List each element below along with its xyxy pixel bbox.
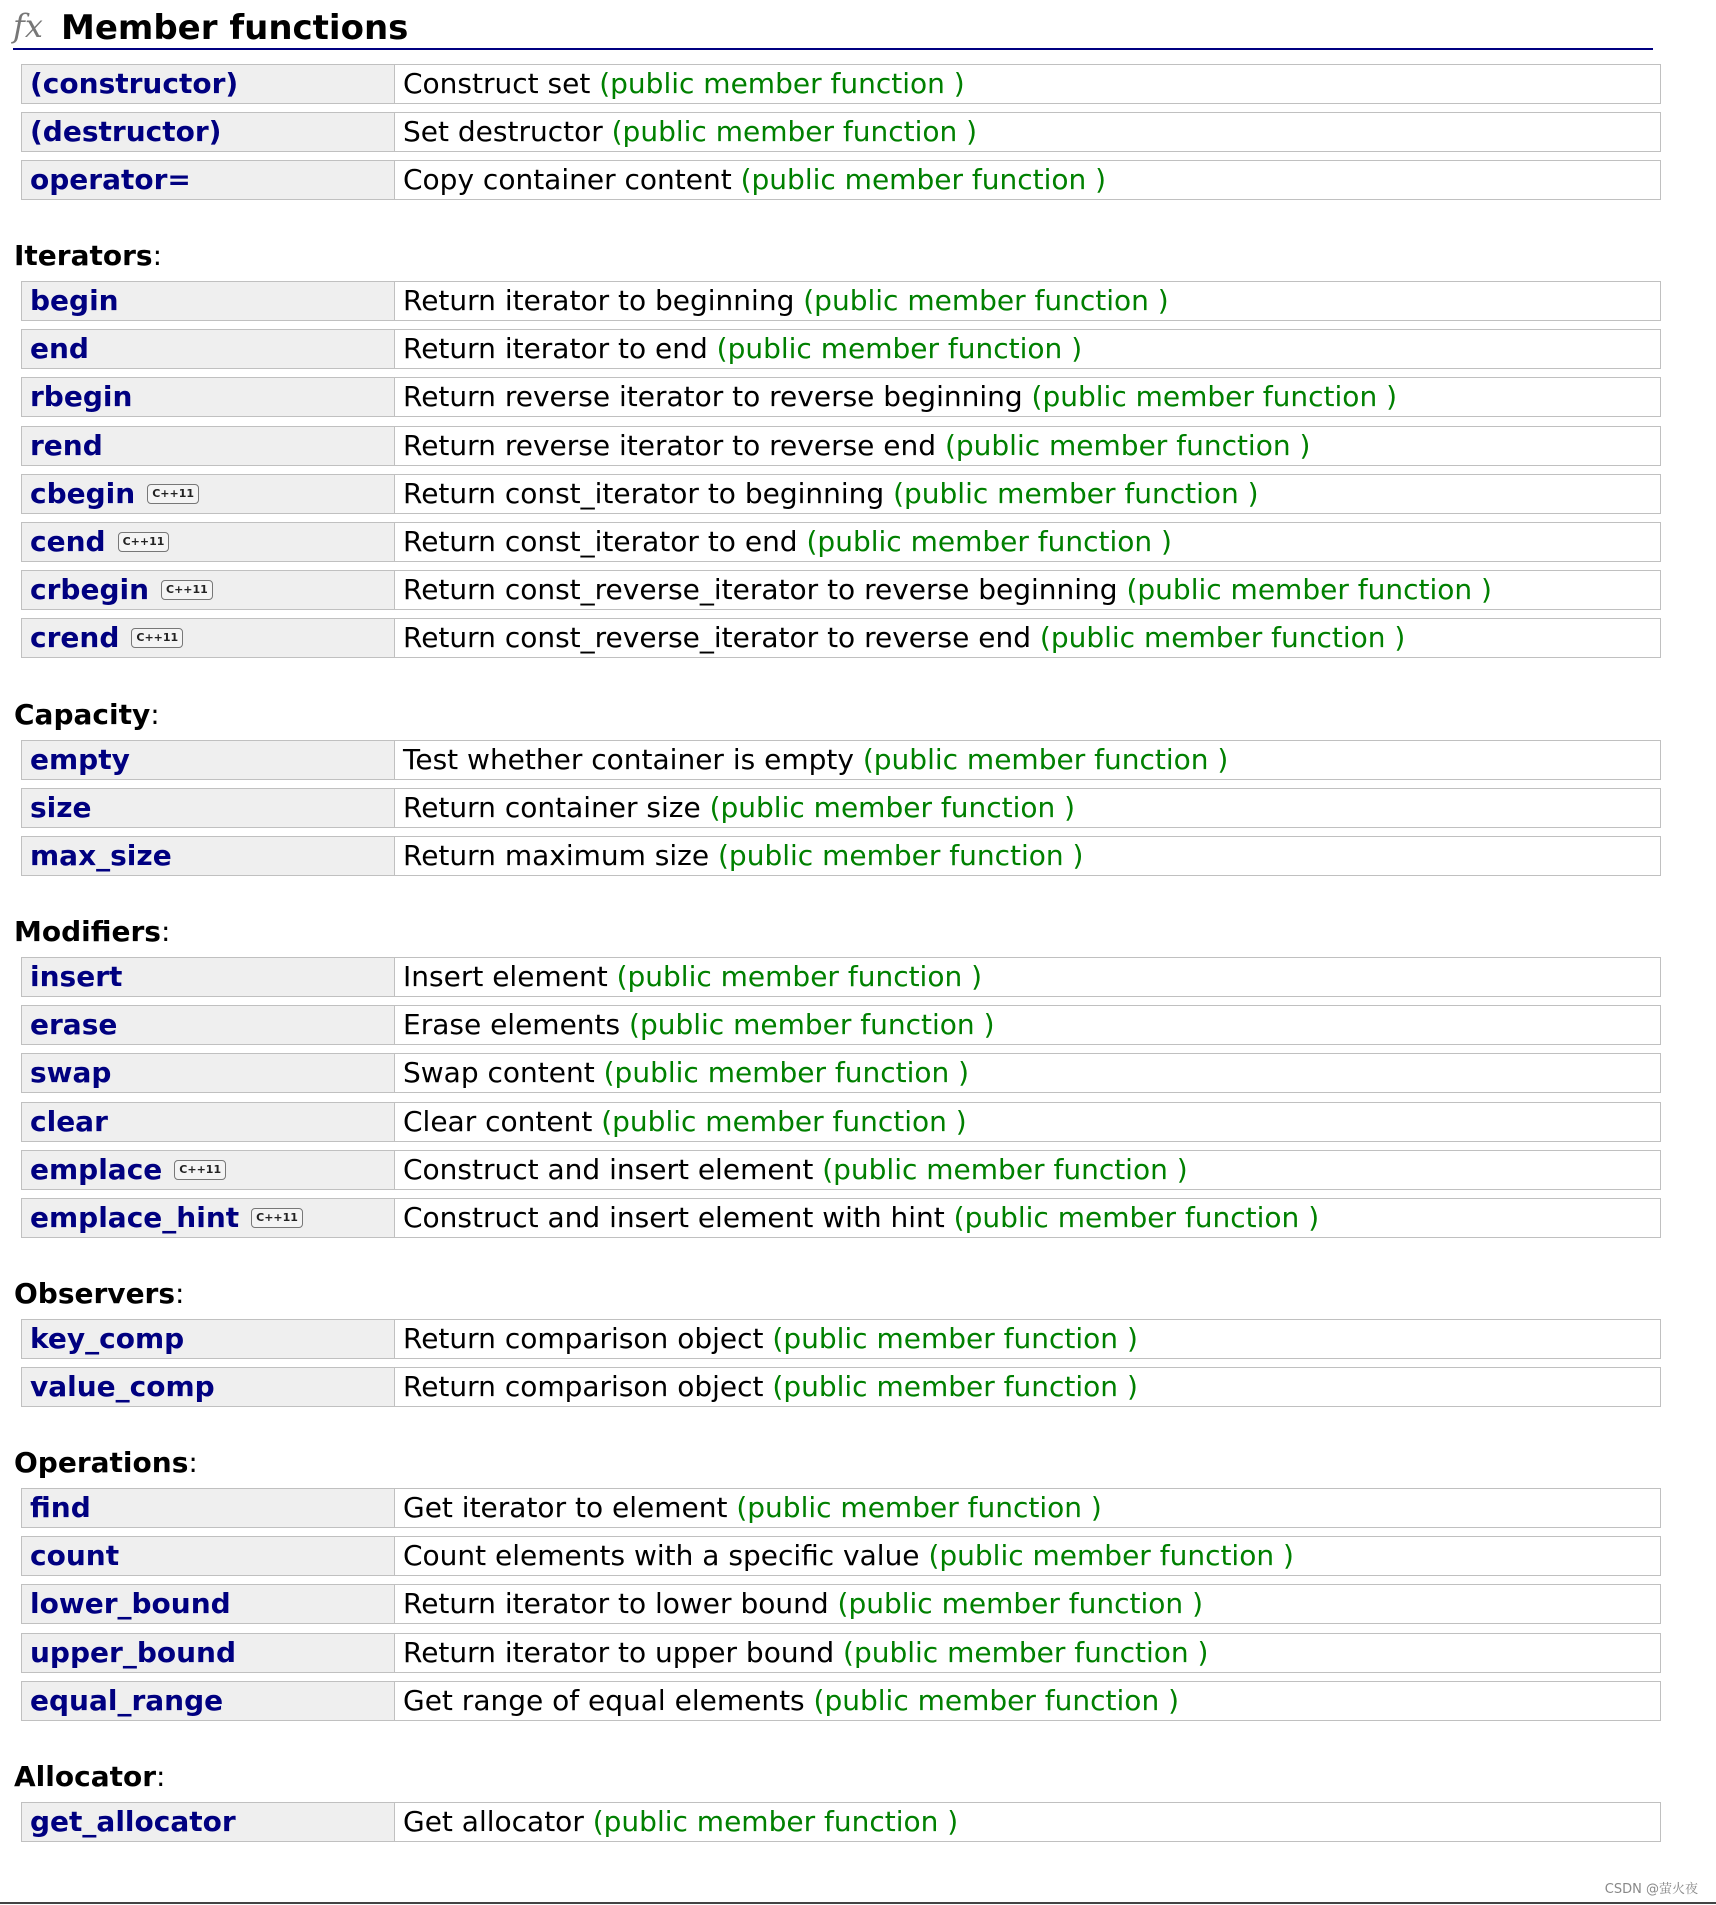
function-link[interactable]: emplace [30, 1153, 163, 1186]
section-title-text: Observers [14, 1277, 176, 1310]
table-row [21, 112, 1661, 152]
member-kind-label: (public member function ) [616, 960, 983, 993]
member-kind-label: (public member function ) [599, 67, 965, 100]
function-description: Return const_reverse_iterator to reverse beginning [403, 573, 1118, 606]
member-kind-label: (public member function ) [1126, 573, 1492, 606]
function-name-cell [22, 837, 395, 875]
cpp11-badge-icon: C++11 [161, 580, 213, 600]
function-name-cell [22, 378, 395, 416]
function-description-cell [395, 1103, 1660, 1141]
section-title-observers [14, 1278, 184, 1310]
function-description-cell [395, 1054, 1660, 1092]
member-kind-label: (public member function ) [822, 1153, 1188, 1186]
function-name-cell [22, 330, 395, 368]
function-description-cell [395, 282, 1660, 320]
function-name-cell [22, 161, 395, 199]
function-link[interactable]: find [30, 1491, 91, 1524]
function-link[interactable]: crend [30, 621, 120, 654]
table-row [21, 160, 1661, 200]
member-kind-label: (public member function ) [944, 429, 1311, 462]
function-link[interactable]: clear [30, 1105, 108, 1138]
bottom-divider [0, 1902, 1716, 1904]
function-name-cell [22, 1682, 395, 1720]
function-description: Count elements with a specific value [403, 1539, 920, 1572]
function-name-cell [22, 1054, 395, 1092]
cpp11-badge-icon: C++11 [251, 1208, 303, 1228]
table-row [21, 1488, 1661, 1528]
function-link[interactable]: (constructor) [30, 67, 239, 100]
member-kind-label: (public member function ) [893, 477, 1259, 510]
function-description-cell [395, 65, 1660, 103]
function-description: Return const_iterator to beginning [403, 477, 885, 510]
function-description: Return container size [403, 791, 701, 824]
member-kind-label: (public member function ) [837, 1587, 1203, 1620]
member-kind-label: (public member function ) [592, 1805, 959, 1838]
member-kind-label: (public member function ) [629, 1008, 995, 1041]
watermark: CSDN @萤火夜 [1604, 1882, 1698, 1897]
member-kind-label: (public member function ) [611, 115, 978, 148]
table-row [21, 474, 1661, 514]
function-description: Copy container content [403, 163, 732, 196]
table-row [21, 1053, 1661, 1093]
section-title-modifiers [14, 916, 170, 948]
cpp11-badge-icon: C++11 [174, 1160, 226, 1180]
table-row [21, 522, 1661, 562]
function-description-cell [395, 1682, 1660, 1720]
function-name-cell [22, 958, 395, 996]
function-link[interactable]: count [30, 1539, 120, 1572]
function-name-cell [22, 571, 395, 609]
section-title-text: Capacity [14, 698, 151, 731]
section-title-colon: : [150, 698, 160, 731]
table-row [21, 1367, 1661, 1407]
member-kind-label: (public member function ) [772, 1370, 1138, 1403]
function-description: Construct and insert element [403, 1153, 814, 1186]
function-name-cell [22, 619, 395, 657]
table-row [21, 1681, 1661, 1721]
table-row [21, 281, 1661, 321]
member-kind-label: (public member function ) [803, 284, 1169, 317]
function-name-cell [22, 1634, 395, 1672]
function-description-cell [395, 619, 1660, 657]
function-description: Return comparison object [403, 1322, 764, 1355]
function-name-cell [22, 1537, 395, 1575]
function-name-cell [22, 523, 395, 561]
section-title-colon: : [175, 1277, 185, 1310]
function-name-cell [22, 427, 395, 465]
function-link[interactable]: rbegin [30, 380, 133, 413]
function-name-cell [22, 1368, 395, 1406]
member-kind-label: (public member function ) [603, 1056, 970, 1089]
section-title-colon: : [188, 1446, 198, 1479]
member-kind-label: (public member function ) [772, 1322, 1138, 1355]
function-description-cell [395, 1368, 1660, 1406]
cpp11-badge-icon: C++11 [118, 532, 170, 552]
section-title-text: Allocator [14, 1760, 157, 1793]
function-link[interactable]: swap [30, 1056, 112, 1089]
function-link[interactable]: size [30, 791, 92, 824]
function-link[interactable]: crbegin [30, 573, 150, 606]
function-link[interactable]: cend [30, 525, 106, 558]
table-row [21, 1150, 1661, 1190]
table-row [21, 570, 1661, 610]
function-description: Get iterator to element [403, 1491, 728, 1524]
function-description-cell [395, 1199, 1660, 1237]
table-row [21, 1102, 1661, 1142]
table-row [21, 1319, 1661, 1359]
function-link[interactable]: emplace_hint [30, 1201, 240, 1234]
function-name-cell [22, 1103, 395, 1141]
section-title-capacity [14, 699, 160, 731]
member-functions-heading [13, 6, 1653, 50]
function-description: Erase elements [403, 1008, 621, 1041]
section-title-iterators [14, 240, 162, 272]
section-title-text: Operations [14, 1446, 189, 1479]
table-row [21, 64, 1661, 104]
function-description-cell [395, 475, 1660, 513]
function-description-cell [395, 1489, 1660, 1527]
function-description: Construct set [403, 67, 591, 100]
section-title-text: Iterators [14, 239, 153, 272]
member-kind-label: (public member function ) [736, 1491, 1102, 1524]
function-description: Set destructor [403, 115, 603, 148]
function-name-cell [22, 113, 395, 151]
section-title-allocator [14, 1761, 165, 1793]
function-link[interactable]: equal_range [30, 1684, 224, 1717]
function-description: Clear content [403, 1105, 593, 1138]
function-link[interactable]: erase [30, 1008, 118, 1041]
table-row [21, 426, 1661, 466]
function-name-cell [22, 1489, 395, 1527]
function-link[interactable]: upper_bound [30, 1636, 237, 1669]
function-description-cell [395, 571, 1660, 609]
function-link[interactable]: end [30, 332, 89, 365]
section-title-colon: : [160, 915, 171, 948]
function-link[interactable]: get_allocator [30, 1805, 236, 1838]
function-description-cell [395, 1320, 1660, 1358]
member-kind-label: (public member function ) [709, 791, 1076, 824]
section-title-operations [14, 1447, 198, 1479]
cpp11-badge-icon: C++11 [131, 628, 183, 648]
function-link[interactable]: lower_bound [30, 1587, 231, 1620]
function-name-cell [22, 282, 395, 320]
function-name-cell [22, 1151, 395, 1189]
function-name-cell [22, 1803, 395, 1841]
function-description-cell [395, 1537, 1660, 1575]
table-row [21, 1198, 1661, 1238]
function-name-cell [22, 1006, 395, 1044]
function-link[interactable]: max_size [30, 839, 172, 872]
function-link[interactable]: cbegin [30, 477, 136, 510]
function-description-cell [395, 958, 1660, 996]
function-description: Return iterator to end [403, 332, 708, 365]
function-description: Get allocator [403, 1805, 584, 1838]
table-row [21, 1536, 1661, 1576]
function-link[interactable]: rend [30, 429, 103, 462]
function-description: Return const_reverse_iterator to reverse end [403, 621, 1031, 654]
table-row [21, 1005, 1661, 1045]
table-row [21, 788, 1661, 828]
member-kind-label: (public member function ) [1031, 380, 1398, 413]
member-kind-label: (public member function ) [928, 1539, 1294, 1572]
function-link[interactable]: value_comp [30, 1370, 215, 1403]
function-name-cell [22, 1585, 395, 1623]
function-description: Get range of equal elements [403, 1684, 805, 1717]
member-kind-label: (public member function ) [862, 743, 1229, 776]
fx-icon: fx [13, 7, 43, 45]
function-description: Return reverse iterator to reverse beginning [403, 380, 1023, 413]
function-description-cell [395, 837, 1660, 875]
function-name-cell [22, 1320, 395, 1358]
function-description-cell [395, 161, 1660, 199]
function-description-cell [395, 113, 1660, 151]
function-description: Return iterator to lower bound [403, 1587, 829, 1620]
function-description-cell [395, 523, 1660, 561]
function-name-cell [22, 65, 395, 103]
function-description: Test whether container is empty [403, 743, 854, 776]
function-description-cell [395, 378, 1660, 416]
function-description: Insert element [403, 960, 608, 993]
function-description: Return comparison object [403, 1370, 764, 1403]
function-description: Return const_iterator to end [403, 525, 798, 558]
member-kind-label: (public member function ) [813, 1684, 1180, 1717]
function-name-cell [22, 475, 395, 513]
section-title-colon: : [156, 1760, 166, 1793]
table-row [21, 740, 1661, 780]
table-row [21, 1802, 1661, 1842]
function-description-cell [395, 427, 1660, 465]
function-description: Swap content [403, 1056, 595, 1089]
table-row [21, 836, 1661, 876]
member-kind-label: (public member function ) [716, 332, 1083, 365]
function-link[interactable]: (destructor) [30, 115, 222, 148]
function-name-cell [22, 741, 395, 779]
member-kind-label: (public member function ) [806, 525, 1172, 558]
function-description: Return maximum size [403, 839, 710, 872]
table-row [21, 618, 1661, 658]
member-kind-label: (public member function ) [601, 1105, 967, 1138]
function-link[interactable]: begin [30, 284, 119, 317]
function-description-cell [395, 1151, 1660, 1189]
page-title: Member functions [61, 8, 409, 48]
function-link[interactable]: empty [30, 743, 130, 776]
member-kind-label: (public member function ) [953, 1201, 1320, 1234]
function-description-cell [395, 1006, 1660, 1044]
function-description: Return iterator to beginning [403, 284, 795, 317]
function-description: Return iterator to upper bound [403, 1636, 835, 1669]
function-link[interactable]: key_comp [30, 1322, 185, 1355]
member-kind-label: (public member function ) [843, 1636, 1209, 1669]
function-description-cell [395, 1634, 1660, 1672]
section-title-text: Modifiers [14, 915, 161, 948]
member-kind-label: (public member function ) [740, 163, 1107, 196]
function-description-cell [395, 1803, 1660, 1841]
table-row [21, 329, 1661, 369]
table-row [21, 1633, 1661, 1673]
function-description: Construct and insert element with hint [403, 1201, 945, 1234]
function-link[interactable]: operator= [30, 163, 191, 196]
function-description-cell [395, 741, 1660, 779]
function-description-cell [395, 330, 1660, 368]
section-title-colon: : [152, 239, 163, 272]
function-name-cell [22, 789, 395, 827]
table-row [21, 377, 1661, 417]
function-description-cell [395, 1585, 1660, 1623]
table-row [21, 957, 1661, 997]
member-kind-label: (public member function ) [718, 839, 1084, 872]
function-link[interactable]: insert [30, 960, 123, 993]
member-kind-label: (public member function ) [1039, 621, 1406, 654]
function-description-cell [395, 789, 1660, 827]
cpp11-badge-icon: C++11 [147, 484, 199, 504]
function-name-cell [22, 1199, 395, 1237]
function-description: Return reverse iterator to reverse end [403, 429, 937, 462]
table-row [21, 1584, 1661, 1624]
